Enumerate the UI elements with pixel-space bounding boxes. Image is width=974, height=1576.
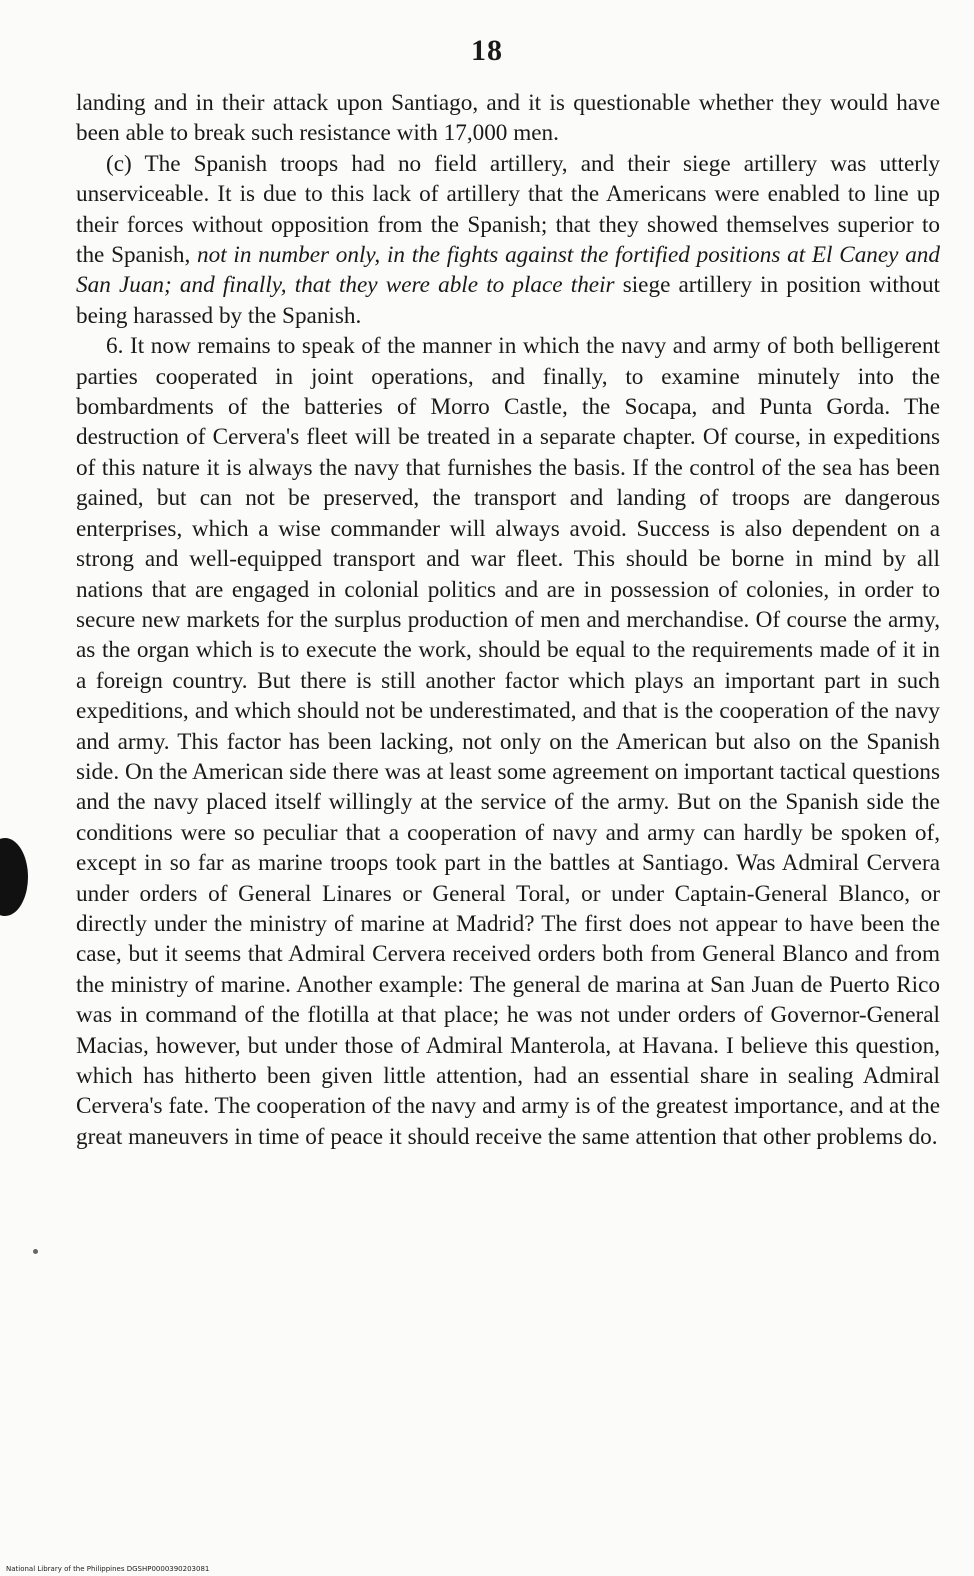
page-number: 18 [471, 34, 503, 67]
thumb-shadow [0, 838, 28, 916]
paragraph-2-label: (c) [106, 150, 132, 177]
paragraph-1: landing and in their attack upon Santiago, and it is questionable whether they would have been able to break such resistance with 17,000 men. [76, 90, 940, 147]
paragraph-2-italic: not in number only, in the fights against the fortified positions at El Caney and San Juan; and finally, that they were able to place their [76, 242, 940, 299]
body-text [76, 88, 940, 1152]
paragraph-3: 6. It now remains to speak of the manner in which the navy and army of both belligerent parties cooperated in joint operations, and finally, to examine minutely into the bombardments of the batteries of Morro Castle, the Socapa, and Punta Gorda. The destruction of Cervera's fleet will be treated in a separate chapter. Of course, in expeditions of this nature it is always the navy that furnishes the basis. If the control of the sea has been gained, but can not be preserved, the transport and landing of troops are dangerous enterprises, which a wise commander will always avoid. Success is also dependent on a strong and well-equipped transport and war fleet. This should be borne in mind by all nations that are engaged in colonial politics and are in possession of colonies, in order to secure new markets for the surplus production of men and merchandise. Of course the army, as the organ which is to execute the work, should be equal to the requirements made of it in a foreign country. But there is still another factor which plays an important part in such expeditions, and which should not be underestimated, and that is the cooperation of the navy and army. This factor has been lacking, not only on the American but also on the Spanish side. On the American side there was at least some agreement on important tactical questions and the navy placed itself willingly at the service of the army. But on the Spanish side the conditions were so peculiar that a cooperation of navy and army can hardly be spoken of, except in so far as marine troops took part in the battles at Santiago. Was Admiral Cervera under orders of General Linares or General Toral, or under Captain-General Blanco, or directly under the ministry of marine at Madrid? The first does not appear to have been the case, but it seems that Admiral Cervera received orders both from General Blanco and from the ministry of marine. Another example: The general de marina at San Juan de Puerto Rico was in command of the flotilla at that place; he was not under orders of Governor-General Macias, however, but under those of Admiral Manterola, at Havana. I believe this question, which has hitherto been given little attention, had an essential share in sealing Admiral Cervera's fate. The cooperation of the navy and army is of the greatest importance, and at the great maneuvers in time of peace it should receive the same attention that other problems do. [76, 333, 940, 1150]
paragraph-2-text-a: The Spanish troops had no field artillery, and their siege artillery was utterly unserviceable. It is due to this lack of artillery that the Americans were enabled to line up their forces without opposition from the Spanish; that they showed themselves superior to the Spanish, [76, 150, 940, 269]
paragraph-2 [76, 149, 940, 331]
ink-speck [33, 1249, 38, 1254]
paragraph-2-text-b: siege artillery in position without being harassed by the Spanish. [76, 272, 940, 329]
footer-credit: National Library of the Philippines DGSHP0000390203081 [6, 1565, 210, 1573]
